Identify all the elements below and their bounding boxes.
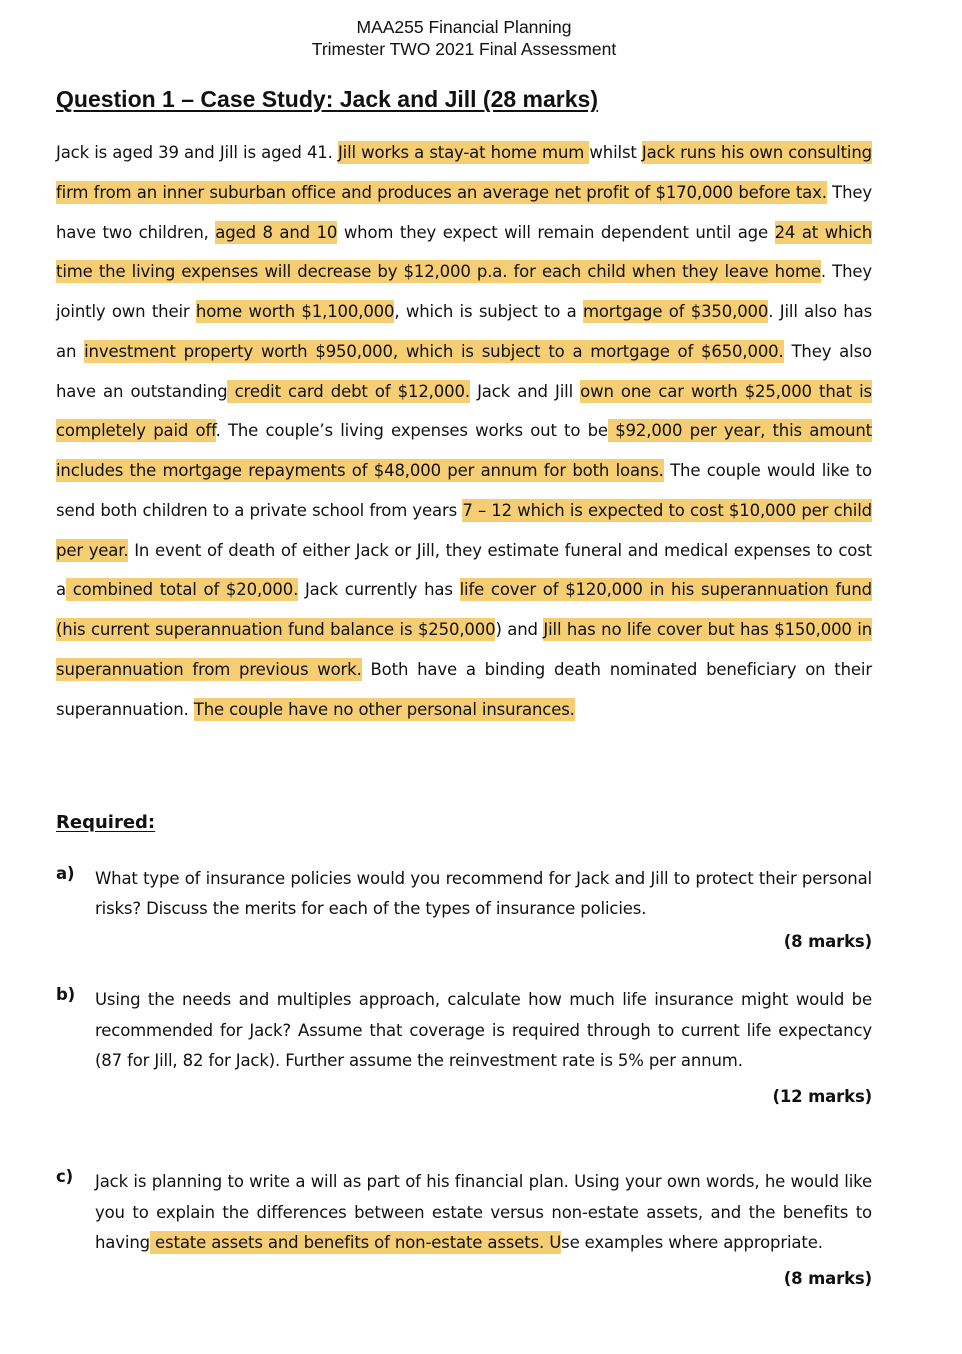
- highlighted-text: $92,000 per year, this amount includes the mortgage repayments of $48,000 per annum for both loans.: [56, 421, 873, 480]
- question-title: Question 1 – Case Study: Jack and Jill (28 marks): [56, 86, 598, 112]
- highlighted-text: own one car worth $25,000 that is completely paid off: [56, 381, 872, 441]
- required-heading: Required:: [56, 812, 156, 833]
- text-segment: Jack is aged 39 and Jill is aged 41.: [56, 143, 338, 162]
- part-label: a): [56, 864, 75, 883]
- text-segment: Using the needs and multiples approach, calculate how much life insurance might would be recommended for Jack? Assume that coverage is required through to current life expectancy (87 for Jill, 82 for Jack). Further assume the reinvestment rate is 5% per annum.: [95, 990, 872, 1070]
- text-segment: What type of insurance policies would you recommend for Jack and Jill to protect their personal risks? Discuss the merits for each of the types of insurance policies.: [95, 869, 872, 918]
- part-text: [95, 985, 872, 1077]
- highlighted-text: estate assets and benefits of non-estate assets. U: [149, 1233, 562, 1252]
- text-segment: They have two children,: [56, 182, 872, 242]
- question-part-a: [56, 864, 872, 951]
- part-marks: (8 marks): [783, 1268, 872, 1288]
- highlighted-text: 24 at which time the living expenses will decrease by $12,000 p.a. for each child when they leave home: [56, 222, 873, 282]
- text-segment: Jack and Jill: [469, 381, 581, 401]
- part-marks: (12 marks): [772, 1086, 872, 1106]
- text-segment: whom they expect will remain dependent until age: [337, 222, 775, 242]
- part-text: [95, 1167, 872, 1259]
- text-segment: Both have a binding death nominated beneficiary on their superannuation.: [56, 659, 872, 719]
- highlighted-text: combined total of $20,000.: [65, 580, 299, 600]
- highlighted-text: home worth $1,100,000: [195, 302, 395, 321]
- text-segment: In event of death of either Jack or Jill, they estimate funeral and medical expenses to cost a: [56, 540, 872, 600]
- highlighted-text: The couple have no other personal insurances.: [193, 699, 575, 719]
- highlighted-text: mortgage of $350,000: [582, 302, 769, 321]
- part-label: c): [56, 1167, 74, 1186]
- text-segment: Jack is planning to write a will as part of his financial plan. Using your own words, he would like you to explain the differences between estate versus non-estate assets, and the benefits to having: [95, 1172, 872, 1252]
- assessment-title: Trimester TWO 2021 Final Assessment: [311, 39, 617, 59]
- highlighted-text: 7 – 12 which is expected to cost $10,000 per child per year.: [56, 500, 872, 560]
- question-part-b: [56, 985, 872, 1106]
- part-text: [95, 864, 872, 924]
- case-study-paragraph: [56, 133, 872, 729]
- text-segment: . They jointly own their: [56, 262, 873, 321]
- text-segment: . The couple’s living expenses works out to be: [215, 421, 608, 441]
- highlighted-text: life cover of $120,000 in his superannuation fund (his current superannuation fund balance is $250,000: [56, 580, 872, 639]
- text-segment: The couple would like to send both children to a private school from years: [56, 461, 873, 520]
- highlighted-text: Jill works a stay-at home mum: [337, 143, 590, 162]
- document-header: [0, 16, 928, 60]
- text-segment: se examples where appropriate.: [561, 1233, 823, 1252]
- text-segment: . Jill also has an: [56, 302, 873, 361]
- text-segment: Jack currently has: [298, 580, 460, 600]
- text-segment: , which is subject to a: [394, 302, 583, 321]
- highlighted-text: aged 8 and 10: [215, 222, 338, 242]
- highlighted-text: investment property worth $950,000, which is subject to a mortgage of $650,000.: [84, 341, 784, 361]
- course-title: MAA255 Financial Planning: [356, 17, 572, 37]
- highlighted-text: Jill has no life cover but has $150,000 in superannuation from previous work.: [56, 620, 873, 679]
- text-segment: whilst: [589, 143, 642, 162]
- text-segment: They also have an outstanding: [56, 341, 872, 401]
- text-segment: ) and: [495, 620, 544, 639]
- highlighted-text: Jack runs his own consulting firm from an inner suburban office and produces an average net profit of $170,000 before tax.: [56, 143, 872, 202]
- highlighted-text: credit card debt of $12,000.: [227, 381, 470, 401]
- question-part-c: [56, 1167, 872, 1288]
- part-label: b): [56, 985, 76, 1004]
- part-marks: (8 marks): [783, 932, 872, 951]
